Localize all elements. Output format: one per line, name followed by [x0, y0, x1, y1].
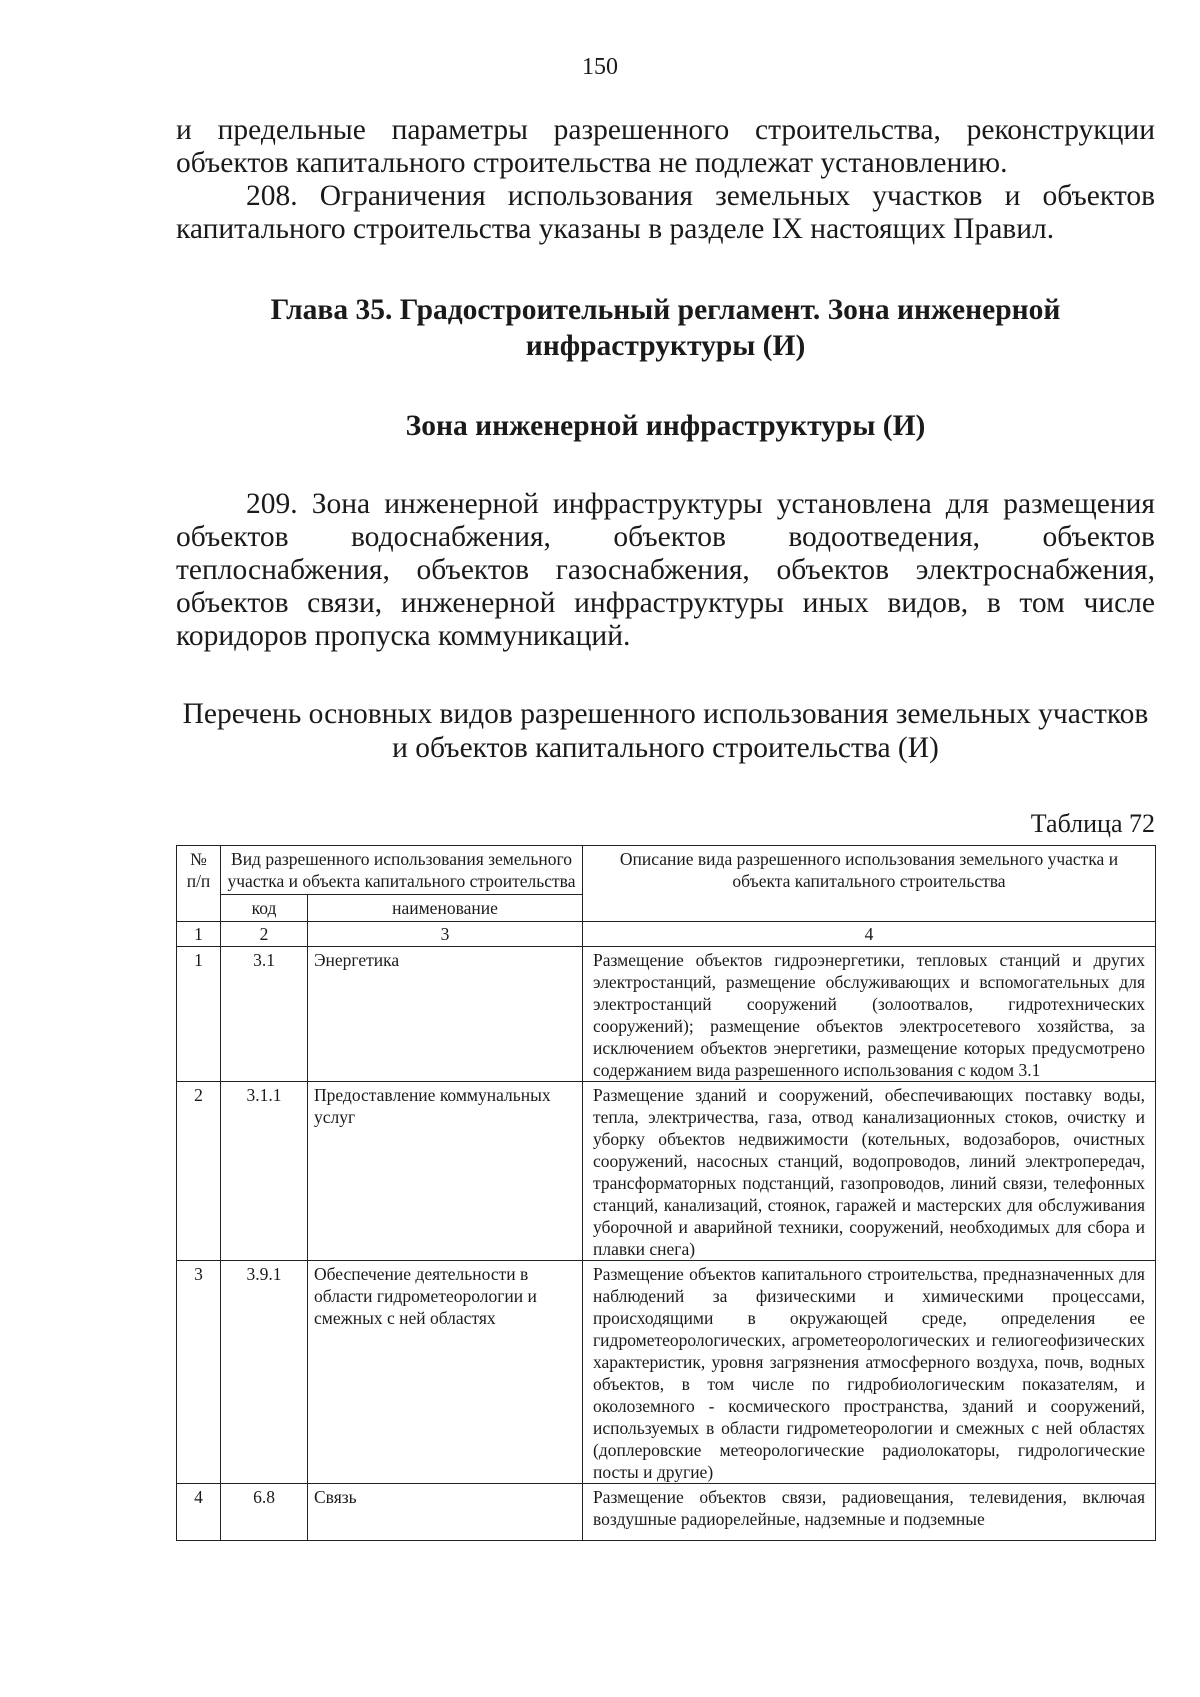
- row-name: Энергетика: [308, 947, 583, 1082]
- row-description-text: Размещение объектов связи, радиовещания, телевидения, включая воздушные радиорелейные, надземные и подземные: [593, 1487, 1145, 1529]
- table-row: [177, 1484, 1156, 1541]
- header-num: № п/п: [177, 846, 221, 922]
- column-number: 2: [221, 922, 308, 947]
- list-title-line1: Перечень основных видов разрешенного использования земельных участков: [182, 698, 1149, 730]
- chapter-title: [176, 292, 1155, 364]
- header-description: Описание вида разрешенного использования земельного участка и объекта капитального строительства: [583, 846, 1156, 922]
- row-num: 4: [177, 1484, 221, 1541]
- row-code: 3.1.1: [221, 1082, 308, 1261]
- header-name: наименование: [308, 895, 583, 922]
- table-row: [177, 1082, 1156, 1261]
- row-code: 3.9.1: [221, 1261, 308, 1484]
- row-description: [583, 1484, 1156, 1541]
- regulation-table: [176, 845, 1156, 1541]
- column-number-row: [177, 922, 1156, 947]
- table-row: [177, 1261, 1156, 1484]
- row-num: 1: [177, 947, 221, 1082]
- list-title: [176, 697, 1155, 765]
- header-row: [177, 846, 1156, 895]
- list-title-line2: и объектов капитального строительства (И): [392, 732, 939, 764]
- header-kind: Вид разрешенного использования земельного участка и объекта капитального строительства: [221, 846, 583, 895]
- paragraph-continuation: и предельные параметры разрешенного строительства, реконструкции объектов капитального строительства не подлежат установлению.: [176, 114, 1155, 179]
- row-description: Размещение объектов гидроэнергетики, тепловых станций и других электростанций, размещение обслуживающих и вспомогательных для электростанций сооружений (золоотвалов, гидротехнических сооружений); размещение объектов электросетевого хозяйства, за исключением объектов энергетики, размещение которых предусмотрено содержанием вида разрешенного использования с кодом 3.1: [583, 947, 1156, 1082]
- chapter-title-line2: инфраструктуры (И): [525, 330, 806, 362]
- column-number: 3: [308, 922, 583, 947]
- row-num: 2: [177, 1082, 221, 1261]
- table-row: [177, 947, 1156, 1082]
- column-number: 1: [177, 922, 221, 947]
- row-name: Предоставление коммунальных услуг: [308, 1082, 583, 1261]
- row-description: Размещение объектов капитального строительства, предназначенных для наблюдений за физическими и химическими процессами, происходящими в окружающей среде, определения ее гидрометеорологических, агрометеорологических и гелиогеофизических характеристик, уровня загрязнения атмосферного воздуха, почв, водных объектов, в том числе по гидробиологическим показателям, и околоземного - космического пространства, зданий и сооружений, используемых в области гидрометеорологии и смежных с ней областях (доплеровские метеорологические радиолокаторы, гидрологические посты и другие): [583, 1261, 1156, 1484]
- paragraph-208: 208. Ограничения использования земельных участков и объектов капитального строительства указаны в разделе IX настоящих Правил.: [176, 180, 1155, 245]
- row-num: 3: [177, 1261, 221, 1484]
- row-name: Связь: [308, 1484, 583, 1541]
- page-number: 150: [582, 54, 618, 80]
- row-description: Размещение зданий и сооружений, обеспечивающих поставку воды, тепла, электричества, газа, отвод канализационных стоков, очистку и уборку объектов недвижимости (котельных, водозаборов, очистных сооружений, насосных станций, водопроводов, линий электропередач, трансформаторных подстанций, газопроводов, линий связи, телефонных станций, канализаций, стоянок, гаражей и мастерских для обслуживания уборочной и аварийной техники, сооружений, необходимых для сбора и плавки снега): [583, 1082, 1156, 1261]
- row-name: Обеспечение деятельности в области гидрометеорологии и смежных с ней областях: [308, 1261, 583, 1484]
- header-code: код: [221, 895, 308, 922]
- row-code: 3.1: [221, 947, 308, 1082]
- table-label: Таблица 72: [1030, 809, 1155, 838]
- page-content: [176, 114, 1155, 1541]
- paragraph-209: 209. Зона инженерной инфраструктуры установлена для размещения объектов водоснабжения, объектов водоотведения, объектов теплоснабжения, объектов газоснабжения, объектов электроснабжения, объектов связи, инженерной инфраструктуры иных видов, в том числе коридоров пропуска коммуникаций.: [176, 488, 1155, 652]
- chapter-title-line1: Глава 35. Градостроительный регламент. Зона инженерной: [270, 294, 1061, 326]
- row-code: 6.8: [221, 1484, 308, 1541]
- zone-title: Зона инженерной инфраструктуры (И): [405, 410, 926, 442]
- column-number: 4: [583, 922, 1156, 947]
